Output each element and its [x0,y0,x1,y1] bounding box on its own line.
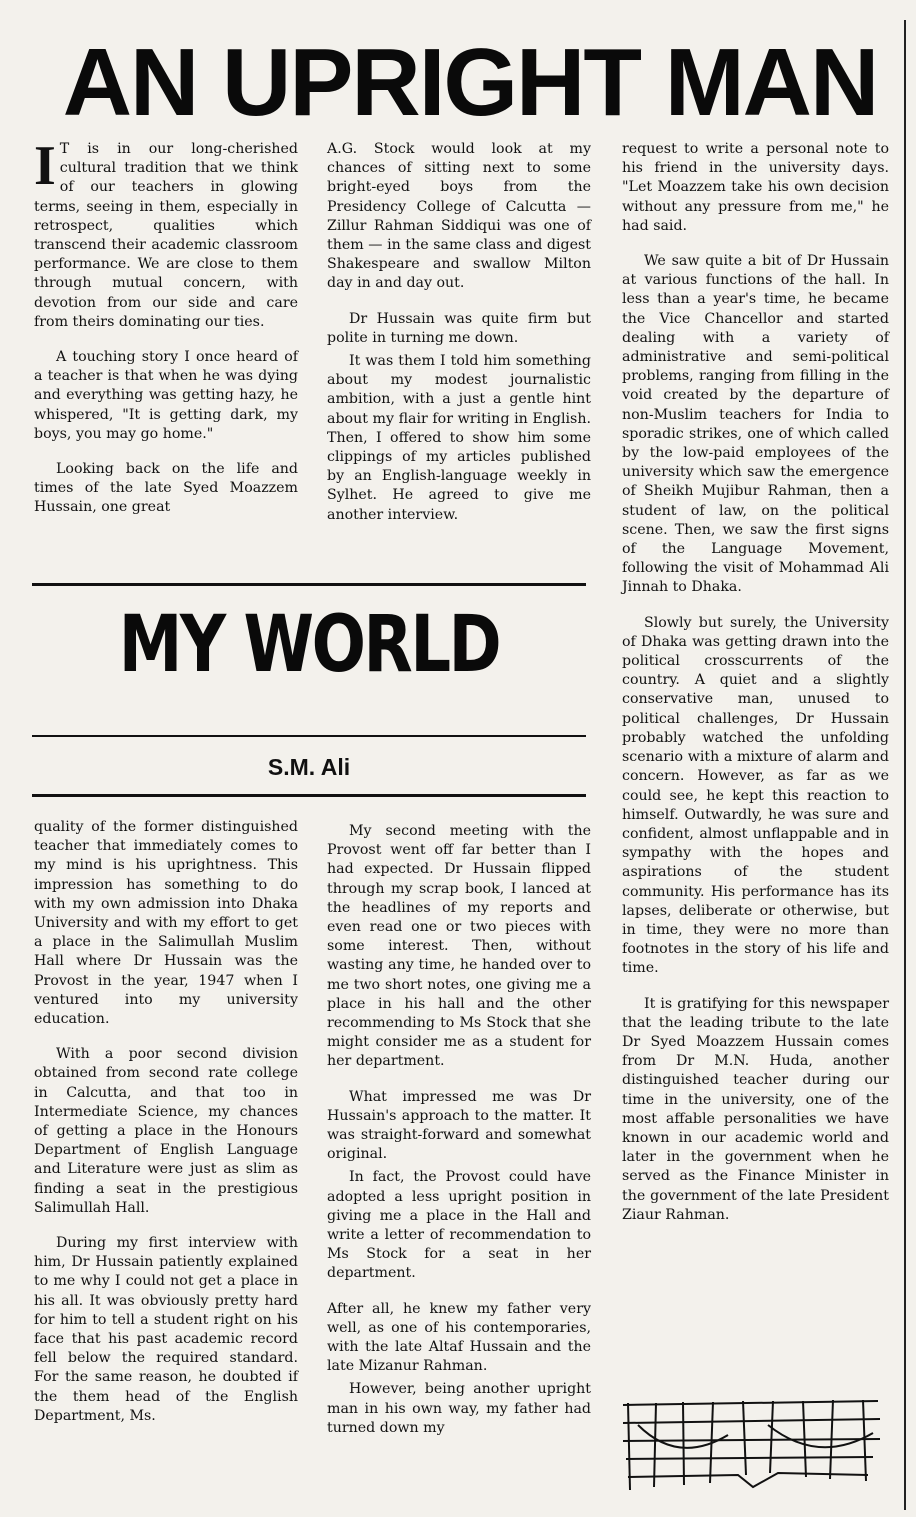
rule-middle [32,735,586,737]
column-2-bottom [327,822,591,1454]
column-1-top [34,135,298,534]
rule-top [32,583,586,586]
drop-cap: I [34,135,56,197]
article-paragraph: It is gratifying for this newspaper that the leading tribute to the late Dr Syed Moazzem Hussain comes from Dr M.N. Huda, another distinguished teacher during our time in the university, one of the most affable personalities we have known in our academic world and later in the government when he served as the Finance Minister in the government of the late President Ziaur Rahman. [622,995,889,1223]
right-border-line [904,20,906,1510]
column-3 [622,140,889,1241]
article-paragraph: What impressed me was Dr Hussain's approach to the matter. It was straight-forward and somewhat original. [327,1088,591,1163]
article-paragraph: request to write a personal note to his friend in the university days. "Let Moazzem take his own decision without any pressure from me," he had said. [622,141,889,234]
column-2-top [327,140,591,541]
article-paragraph: Dr Hussain was quite firm but polite in turning me down. [327,310,591,346]
article-paragraph: quality of the former distinguished teacher that immediately comes to my mind is his uprightness. This impression has something to do with my own admission into Dhaka University and with my effort to get a place in the Salimullah Muslim Hall where Dr Hussain was the Provost in the year, 1947 when I ventured into my university education. [34,819,298,1028]
article-paragraph: It was them I told him something about my modest journalistic ambition, with a just a gentle hint about my flair for writing in English. Then, I offered to show him some clippings of my articles published by an English-language weekly in Sylhet. He agreed to give me another interview. [327,353,591,523]
end-sketch-icon [618,1395,888,1495]
article-paragraph: In fact, the Provost could have adopted a less upright position in giving me a place in the Hall and write a letter of recommendation to Ms Stock for a seat in her department. [327,1169,591,1282]
rule-bottom [32,794,586,797]
article-paragraph: A.G. Stock would look at my chances of sitting next to some bright-eyed boys from the Presidency College of Calcutta — Zillur Rahman Siddiqui was one of them — in the same class and digest Shakespeare and swallow Milton day in and day out. [327,141,591,292]
column-title: MY WORLD [118,600,500,690]
headline: AN UPRIGHT MAN [62,29,878,136]
article-paragraph: After all, he knew my father very well, as one of his contemporaries, with the late Altaf Hussain and the late Mizanur Rahman. [327,1300,591,1375]
article-paragraph: However, being another upright man in his own way, my father had turned down my [327,1381,591,1436]
article-paragraph: Looking back on the life and times of the late Syed Moazzem Hussain, one great [34,461,298,516]
article-paragraph: T is in our long-cherished cultural tradition that we think of our teachers in glowing terms, seeing in them, especially in retrospect, qualities which transcend their academic classroom performance. We are close to them through mutual concern, with devotion from our side and care from theirs dominating our ties. [34,141,298,330]
byline: S.M. Ali [267,754,351,780]
column-1-bottom [34,818,298,1442]
article-paragraph: We saw quite a bit of Dr Hussain at various functions of the hall. In less than a year's time, he became the Vice Chancellor and started dealing with a variety of administrative and semi-political problems, ranging from filling in the void created by the departure of non-Muslim teachers for India to sporadic strikes, one of which called by the low-paid employees of the university which saw the emergence of Sheikh Mujibur Rahman, then a student of law, on the political scene. Then, we saw the first signs of the Language Movement, following the visit of Mohammad Ali Jinnah to Dhaka. [622,253,889,596]
article-paragraph: A touching story I once heard of a teacher is that when he was dying and everything was getting hazy, he whispered, "It is getting dark, my boys, you may go home." [34,349,298,442]
article-paragraph: My second meeting with the Provost went off far better than I had expected. Dr Hussain flipped through my scrap book, I lanced at the headlines of my reports and even read one or two pieces with some interest. Then, without wasting any time, he handed over to me two short notes, one giving me a place in his hall and the other recommending to Ms Stock that she might consider me as a student for her department. [327,823,591,1070]
article-paragraph: Slowly but surely, the University of Dhaka was getting drawn into the political crosscurrents of the country. A quiet and a slightly conservative man, unused to political challenges, Dr Hussain probably watched the unfolding scenario with a mixture of alarm and concern. However, as far as we could see, he kept this reaction to himself. Outwardly, he was sure and confident, almost unflappable and in sympathy with the hopes and aspirations of the student community. His performance has its lapses, deliberate or otherwise, but in time, they were no more than footnotes in the story of his life and time. [622,614,889,977]
article-paragraph: During my first interview with him, Dr Hussain patiently explained to me why I could not get a place in his all. It was obviously pretty hard for him to tell a student right on his face that his past academic record fell below the required standard. For the same reason, he doubted if the them head of the English Department, Ms. [34,1235,298,1424]
article-paragraph: With a poor second division obtained from second rate college in Calcutta, and that too in Intermediate Science, my chances of getting a place in the Honours Department of English Language and Literature were just as slim as finding a seat in the prestigious Salimullah Hall. [34,1046,298,1216]
